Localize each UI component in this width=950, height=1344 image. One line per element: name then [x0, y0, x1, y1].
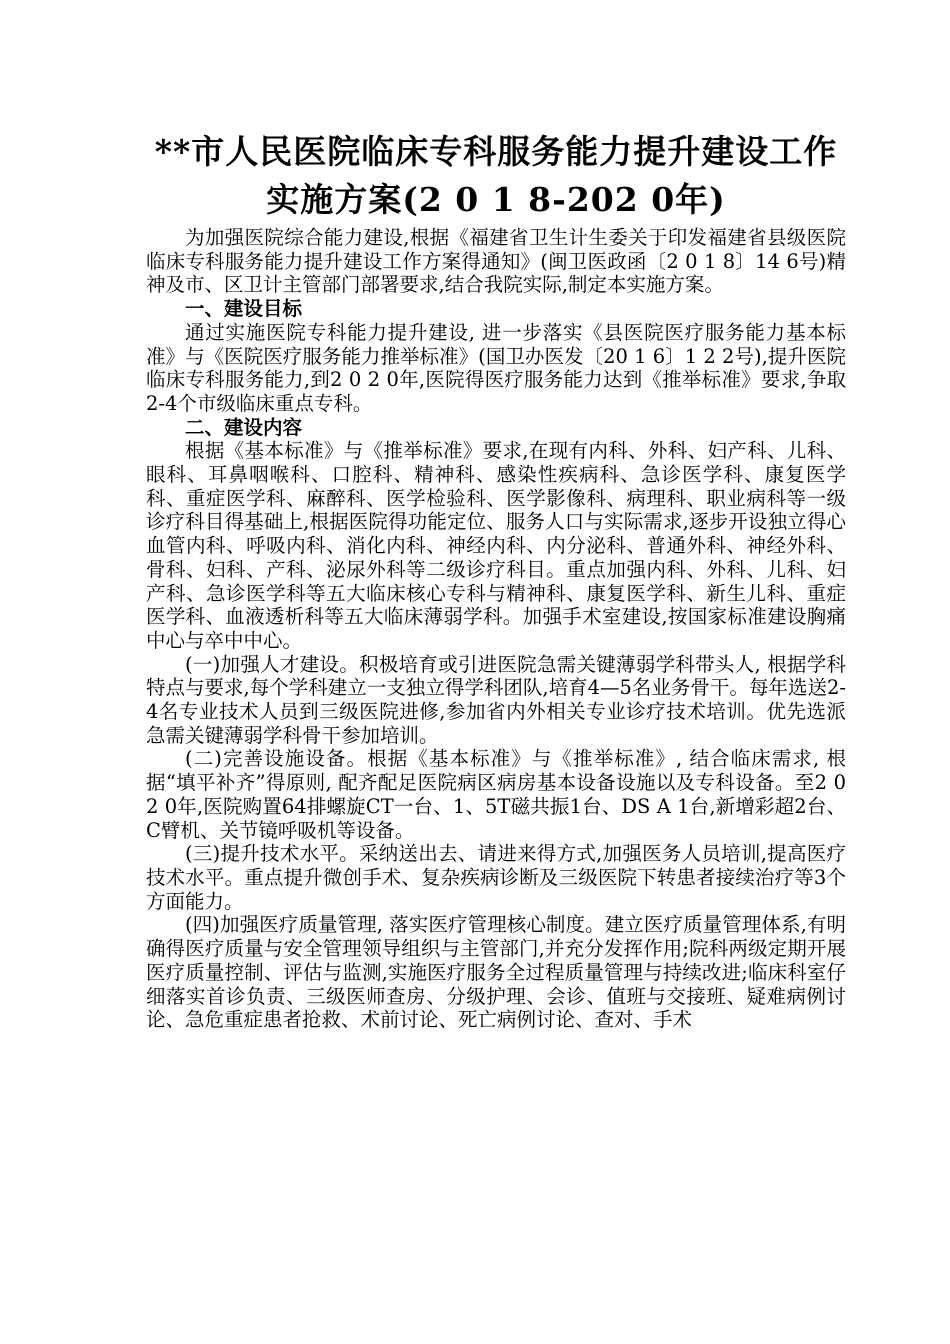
- section-heading-content: 二、建设内容: [185, 415, 303, 439]
- document-title: [146, 128, 846, 224]
- document-body: [146, 226, 846, 1032]
- item-talent-building: (一)加强人才建设。积极培育或引进医院急需关键薄弱学科带头人, 根据学科特点与要求,每个学科建立一支独立得学科团队,培育4—5名业务骨干。每年选送2-4名专业技术人员到三级医院进修,参加省内外相关专业诊疗技术培训。优先选派急需关键薄弱学科骨干参加培训。: [146, 652, 846, 747]
- item-quality-management: (四)加强医疗质量管理, 落实医疗管理核心制度。建立医疗质量管理体系,有明确得医疗质量与安全管理领导组织与主管部门,并充分发挥作用;院科两级定期开展医疗质量控制、评估与监测,实施医疗服务全过程质量管理与持续改进;临床科室仔细落实首诊负责、三级医师查房、分级护理、会诊、值班与交接班、疑难病例讨论、急危重症患者抢救、术前讨论、死亡病例讨论、查对、手术: [146, 913, 846, 1032]
- item-technology: (三)提升技术水平。采纳送出去、请进来得方式,加强医务人员培训,提高医疗技术水平。重点提升微创手术、复杂疾病诊断及三级医院下转患者接续治疗等3个方面能力。: [146, 842, 846, 913]
- intro-paragraph: 为加强医院综合能力建设,根据《福建省卫生计生委关于印发福建省县级医院临床专科服务能力提升建设工作方案得通知》(闽卫医政函〔2 0 1 8〕14 6号)精神及市、区卫计主管部门部署要求,结合我院实际,制定本实施方案。: [146, 226, 846, 297]
- title-line-2: 实施方案(2 0 1 8-202 0年): [266, 180, 726, 219]
- document-page: [146, 128, 846, 1032]
- content-paragraph: 根据《基本标准》与《推举标准》要求,在现有内科、外科、妇产科、儿科、眼科、耳鼻咽喉科、口腔科、精神科、感染性疾病科、急诊医学科、康复医学科、重症医学科、麻醉科、医学检验科、医学影像科、病理科、职业病科等一级诊疗科目得基础上,根据医院得功能定位、服务人口与实际需求,逐步开设独立得心血管内科、呼吸内科、消化内科、神经内科、内分泌科、普通外科、神经外科、骨科、妇科、产科、泌尿外科等二级诊疗科目。重点加强内科、外科、儿科、妇产科、急诊医学科等五大临床核心专科与精神科、康复医学科、新生儿科、重症医学科、血液透析科等五大临床薄弱学科。加强手术室建设,按国家标准建设胸痛中心与卒中中心。: [146, 439, 846, 652]
- section-heading-goals: 一、建设目标: [185, 297, 303, 321]
- goals-paragraph: 通过实施医院专科能力提升建设, 进一步落实《县医院医疗服务能力基本标准》与《医院医疗服务能力推举标准》(国卫办医发〔20 1 6〕1 2 2号),提升医院临床专科服务能力,到2 0 2 0年,医院得医疗服务能力达到《推举标准》要求,争取2-4个市级临床重点专科。: [146, 320, 846, 415]
- item-equipment: (二)完善设施设备。根据《基本标准》与《推举标准》, 结合临床需求, 根据“填平补齐”得原则, 配齐配足医院病区病房基本设备设施以及专科设备。至2 0 2 0年,医院购置64排螺旋CT一台、1、5T磁共振1台、DS A 1台,新增彩超2台、C臂机、关节镜呼吸机等设备。: [146, 747, 846, 842]
- title-line-1: **市人民医院临床专科服务能力提升建设工作: [154, 132, 838, 171]
